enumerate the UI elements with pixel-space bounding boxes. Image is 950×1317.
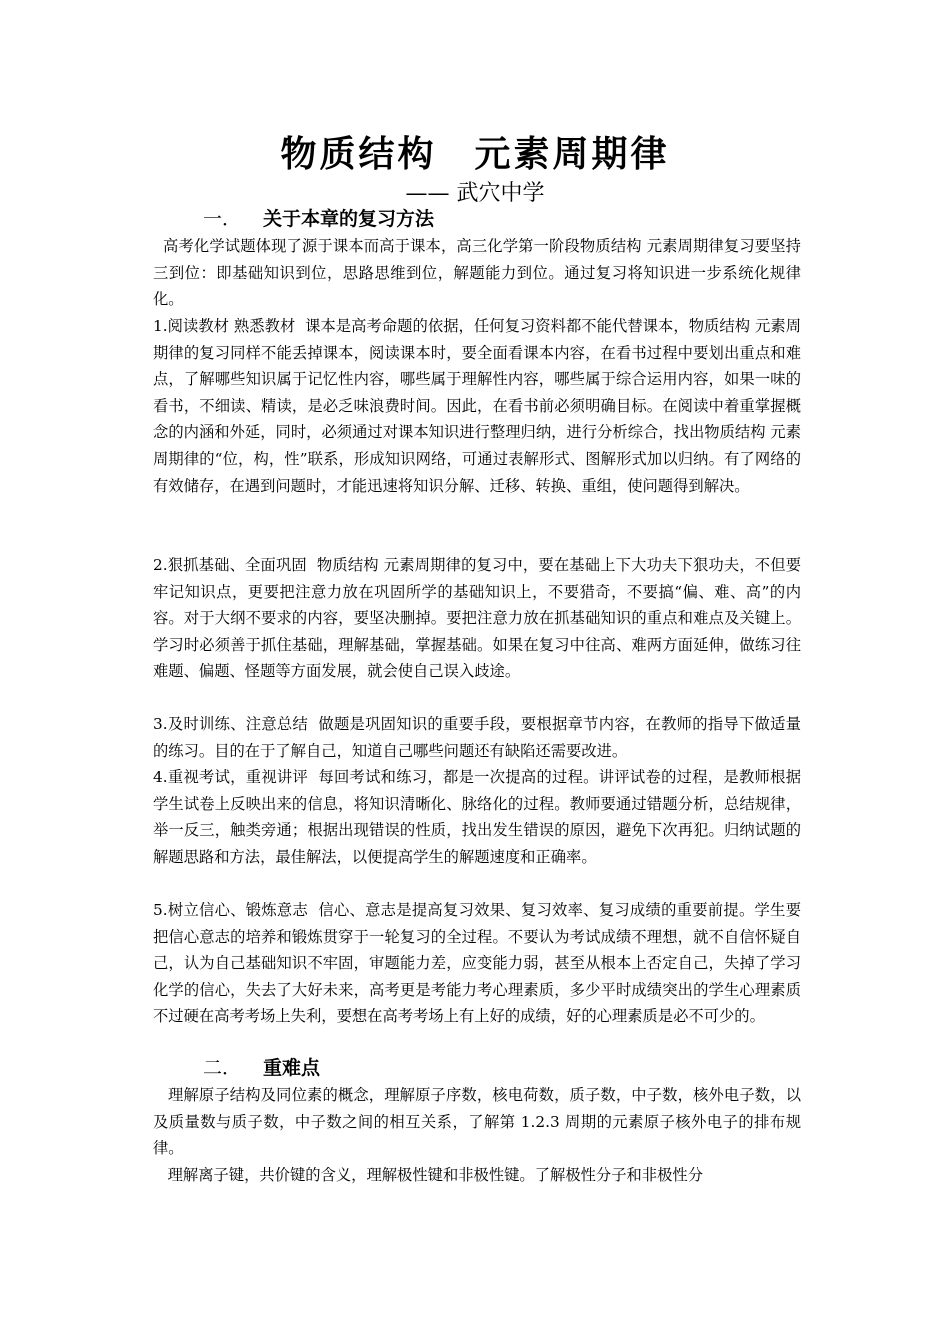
method-item-3: 3.及时训练、注意总结 做题是巩固知识的重要手段，要根据章节内容，在教师的指导下做适量的练习。目的在于了解自己，知道自己哪些问题还有缺陷还需要改进。 [153,715,801,760]
section-title: 关于本章的复习方法 [263,208,435,230]
title-part-1: 物质结构 [280,134,437,175]
document-subtitle: —— 武穴中学 [405,181,545,206]
intro-paragraph: 高考化学试题体现了源于课本而高于课本，高三化学第一阶段物质结构 元素周期律复习要坚持三到位：即基础知识到位，思路思维到位，解题能力到位。通过复习将知识进一步系统化规律化。 [153,237,801,309]
section-heading-1 [203,206,434,232]
document-title [0,130,950,180]
key-point-2: 理解离子键，共价键的含义，理解极性键和非极性键。了解极性分子和非极性分 [153,1166,703,1184]
section-number: 二． [203,1057,242,1079]
section-number: 一． [203,208,242,230]
section-heading-2 [203,1055,320,1081]
section-title: 重难点 [263,1057,321,1079]
key-point-1: 理解原子结构及同位素的概念，理解原子序数，核电荷数，质子数，中子数，核外电子数，以及质量数与质子数，中子数之间的相互关系，了解第 1.2.3 周期的元素原子核外电子的排布规律。 [153,1086,801,1158]
method-item-1: 1.阅读教材 熟悉教材 课本是高考命题的依据，任何复习资料都不能代替课本，物质结构 元素周期律的复习同样不能丢掉课本，阅读课本时，要全面看课本内容，在看书过程中要划出重点和难点，了解哪些知识属于记忆性内容，哪些属于理解性内容，哪些属于综合运用内容，如果一味的看书，不细读、精读，是必乏味浪费时间。因此，在看书前必须明确目标。在阅读中着重掌握概念的内涵和外延，同时，必须通过对课本知识进行整理归纳，进行分析综合，找出物质结构 元素周期律的“位，构，性”联系，形成知识网络，可通过表解形式、图解形式加以归纳。有了网络的有效储存，在遇到问题时，才能迅速将知识分解、迁移、转换、重组，使问题得到解决。 [153,317,801,495]
method-item-4: 4.重视考试，重视讲评 每回考试和练习，都是一次提高的过程。讲评试卷的过程，是教师根据学生试卷上反映出来的信息，将知识清晰化、脉络化的过程。教师要通过错题分析，总结规律，举一反三，触类旁通；根据出现错误的性质，找出发生错误的原因，避免下次再犯。归纳试题的解题思路和方法，最佳解法，以便提高学生的解题速度和正确率。 [153,768,801,866]
method-item-5: 5.树立信心、锻炼意志 信心、意志是提高复习效果、复习效率、复习成绩的重要前提。学生要把信心意志的培养和锻炼贯穿于一轮复习的全过程。不要认为考试成绩不理想，就不自信怀疑自己，认为自己基础知识不牢固，审题能力差，应变能力弱，甚至从根本上否定自己，失掉了学习化学的信心，失去了大好未来，高考更是考能力考心理素质，多少平时成绩突出的学生心理素质不过硬在高考考场上失利，要想在高考考场上有上好的成绩，好的心理素质是必不可少的。 [153,901,801,1026]
method-item-2: 2.狠抓基础、全面巩固 物质结构 元素周期律的复习中，要在基础上下大功夫下狠功夫，不但要牢记知识点，更要把注意力放在巩固所学的基础知识上，不要猎奇，不要搞“偏、难、高”的内容。对于大纲不要求的内容，要坚决删掉。要把注意力放在抓基础知识的重点和难点及关键上。学习时必须善于抓住基础，理解基础，掌握基础。如果在复习中往高、难两方面延伸，做练习往难题、偏题、怪题等方面发展，就会使自己误入歧途。 [153,556,801,681]
title-part-2: 元素周期律 [474,134,670,175]
